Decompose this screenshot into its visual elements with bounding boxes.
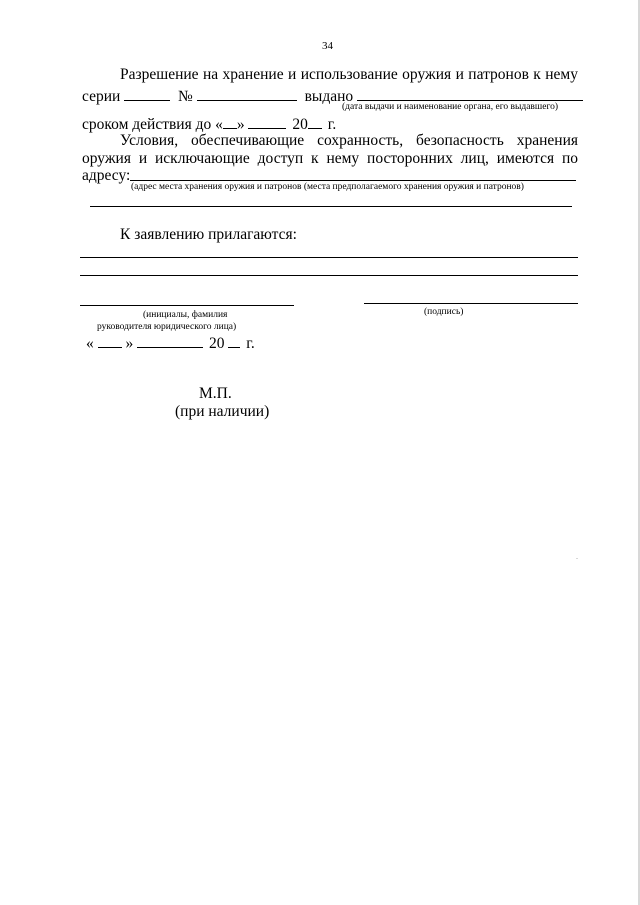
conditions-line2: оружия и исключающие доступ к нему посторонних лиц, имеются по [82, 150, 578, 167]
issued-field[interactable] [357, 87, 583, 101]
series-label: серии [82, 88, 121, 105]
validity-label: сроком действия до [82, 116, 212, 133]
signature-date-row [86, 334, 255, 353]
series-field[interactable] [124, 87, 170, 101]
date-open-quote: « [86, 335, 94, 352]
address-label: адресу: [82, 167, 131, 184]
date-day-field[interactable] [98, 334, 122, 348]
date-close-quote: » [125, 335, 134, 352]
initials-field[interactable] [80, 305, 294, 306]
issued-label: выдано [304, 88, 354, 105]
margin-mark: . [576, 552, 578, 561]
stamp-label: М.П. [199, 385, 232, 402]
validity-month-field[interactable] [248, 115, 286, 129]
address-field-line2[interactable] [90, 206, 572, 207]
date-year-suffix: г. [246, 335, 255, 352]
conditions-line1: Условия, обеспечивающие сохранность, безопасность хранения [120, 132, 578, 149]
signature-caption: (подпись) [424, 307, 464, 317]
attachments-line2[interactable] [80, 275, 578, 276]
signature-field[interactable] [364, 303, 578, 304]
stamp-note: (при наличии) [175, 403, 270, 420]
attachments-label: К заявлению прилагаются: [120, 226, 297, 243]
validity-year-prefix: 20 [292, 116, 308, 133]
date-year-field[interactable] [228, 334, 240, 348]
permit-heading: Разрешение на хранение и использование оружия и патронов к нему [120, 66, 578, 83]
validity-day-field[interactable] [223, 115, 237, 129]
page-number: 34 [322, 40, 333, 52]
address-field-line1[interactable] [130, 180, 576, 181]
initials-caption-line2: руководителя юридического лица) [97, 322, 237, 332]
date-year-prefix: 20 [209, 335, 225, 352]
validity-open-quote: « [215, 116, 223, 133]
address-caption: (адрес места хранения оружия и патронов (места предполагаемого хранения оружия и патронов) [131, 182, 524, 192]
initials-caption-line1: (инициалы, фамилия [143, 310, 228, 320]
number-label: № [178, 88, 193, 105]
attachments-line1[interactable] [80, 257, 578, 258]
date-month-field[interactable] [137, 334, 203, 348]
validity-year-suffix: г. [327, 116, 337, 133]
validity-close-quote: » [236, 116, 245, 133]
validity-year-field[interactable] [308, 115, 322, 129]
issued-caption: (дата выдачи и наименование органа, его выдавшего) [342, 102, 559, 112]
number-field[interactable] [197, 87, 297, 101]
